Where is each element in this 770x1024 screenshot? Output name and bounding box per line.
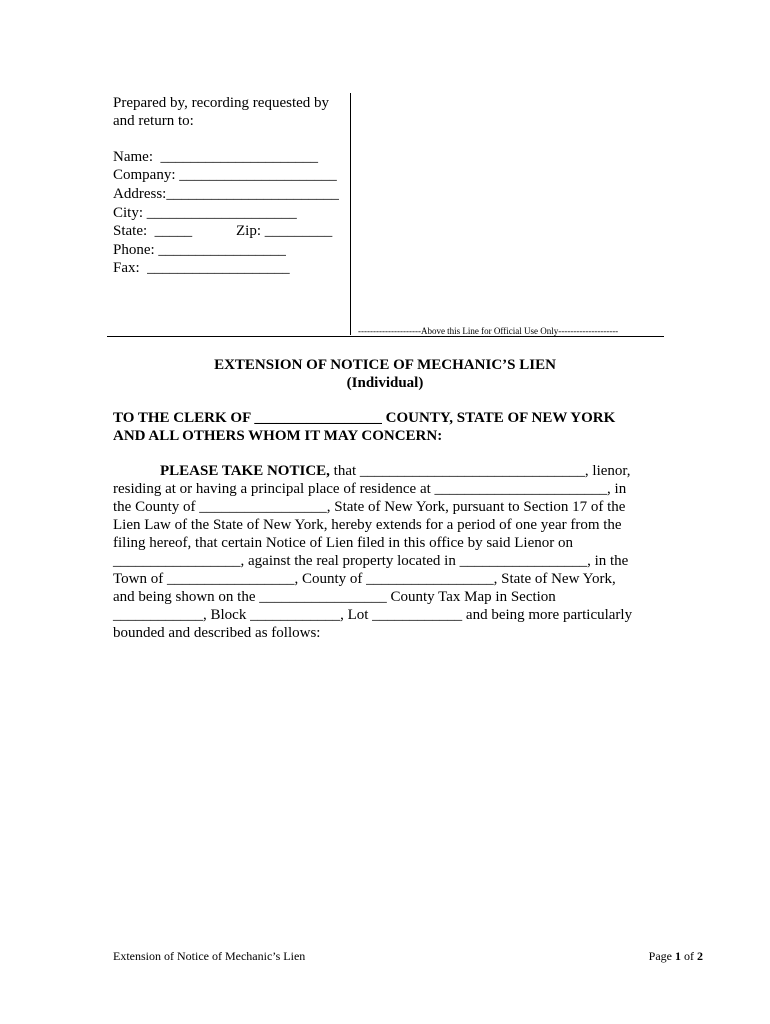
prepared-by-line: Prepared by, recording requested by xyxy=(113,95,330,111)
official-use-label: ---------------------Above this Line for Official Use Only-------------------- xyxy=(358,326,619,336)
page-current: 1 xyxy=(675,949,681,963)
fax-field: Fax: ___________________ xyxy=(113,260,290,276)
city-field: City: ____________________ xyxy=(113,205,297,221)
state-field: State: _____ xyxy=(113,223,193,239)
notice-line-4: Lien Law of the State of New York, hereby extends for a period of one year from the xyxy=(113,517,622,533)
clerk-address-line: TO THE CLERK OF _________________ COUNTY, STATE OF NEW YORK xyxy=(113,410,616,426)
page-of: of xyxy=(681,949,697,963)
notice-line-6: _________________, against the real property located in _________________, in the xyxy=(113,553,629,569)
zip-field: Zip: _________ xyxy=(236,223,333,239)
return-to-line: and return to: xyxy=(113,113,194,129)
header-horizontal-divider xyxy=(107,336,664,337)
notice-line-5: filing hereof, that certain Notice of Lien filed in this office by said Lienor on xyxy=(113,535,573,551)
notice-line-1-rest: that ______________________________, lienor, xyxy=(329,463,631,479)
notice-line-10: bounded and described as follows: xyxy=(113,625,321,641)
document-title: EXTENSION OF NOTICE OF MECHANIC’S LIEN xyxy=(214,357,556,373)
header-vertical-divider xyxy=(350,93,351,335)
notice-line-1 xyxy=(160,463,631,480)
page-number xyxy=(649,949,703,964)
notice-line-7: Town of _________________, County of _________________, State of New York, xyxy=(113,571,616,587)
address-field: Address:_______________________ xyxy=(113,186,339,202)
phone-field: Phone: _________________ xyxy=(113,242,286,258)
notice-lead: PLEASE TAKE NOTICE, xyxy=(160,463,330,479)
document-subtitle: (Individual) xyxy=(346,375,424,391)
notice-line-2: residing at or having a principal place of residence at _______________________, in xyxy=(113,481,627,497)
page-prefix: Page xyxy=(648,949,675,963)
name-field: Name: _____________________ xyxy=(113,149,318,165)
notice-line-9: ____________, Block ____________, Lot ____________ and being more particularly xyxy=(113,607,633,623)
company-field: Company: _____________________ xyxy=(113,167,337,183)
page-total: 2 xyxy=(697,949,703,963)
notice-line-3: the County of _________________, State of New York, pursuant to Section 17 of the xyxy=(113,499,626,515)
others-address-line: AND ALL OTHERS WHOM IT MAY CONCERN: xyxy=(113,428,443,444)
footer-document-name: Extension of Notice of Mechanic’s Lien xyxy=(113,949,306,963)
notice-line-8: and being shown on the _________________ County Tax Map in Section xyxy=(113,589,556,605)
